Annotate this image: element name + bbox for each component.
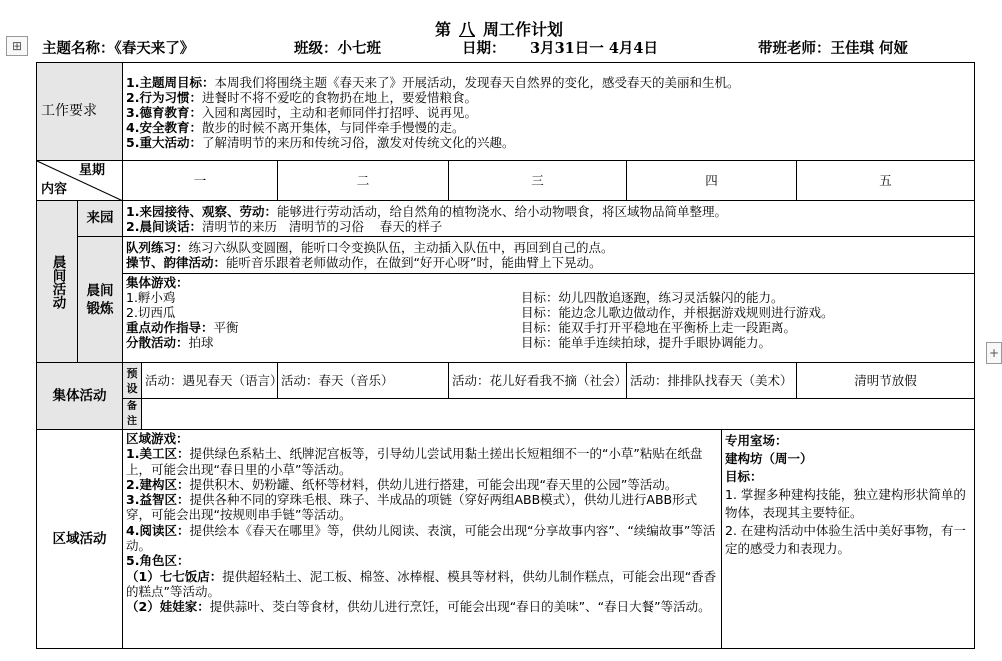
arrival-item: 1.来园接待、观察、劳动：能够进行劳动活动，给自然角的植物浇水、给小动物喂食，将区域物品简单整理。 (126, 203, 727, 219)
class-name: 班级：小七班 (294, 40, 381, 57)
weekday-mon: 一 (123, 161, 278, 201)
requirement-item: 4.安全教育：散步的时候不离开集体，与同伴牵手慢慢的走。 (126, 120, 465, 135)
date-range: 3月31日一 4月4日 (530, 40, 658, 57)
group-activity-row: 分散活动：拍球 目标：能单手连续拍球，提升手眼协调能力。 (126, 335, 772, 350)
weekday-corner-cell (37, 161, 123, 201)
area-item: 1.美工区：提供绿色系粘土、纸牌泥宫板等，引导幼儿尝试用黏土搓出长短粗细不一的“小草”粘贴在纸盘上，可能会出现“春日里的小草”等活动。 (126, 446, 703, 477)
exercise-label: 晨间锻炼 (78, 237, 123, 363)
requirement-item: 5.重大活动：了解清明节的来历和传统习俗，激发对传统文化的兴趣。 (126, 135, 515, 150)
rhythm-item: 操节、韵律活动：能听音乐跟着老师做动作，在做到“好开心呀”时，能曲臂上下晃动。 (126, 255, 602, 270)
game-row: 1.孵小鸡 目标：幼儿四散追逐跑，练习灵活躲闪的能力。 (126, 290, 784, 305)
area-item: 4.阅读区：提供绘本《春天在哪里》等，供幼儿阅读、表演，可能会出现“分享故事内容”、“续编故事”等活动。 (126, 522, 716, 554)
area-item: 3.益智区：提供各种不同的穿珠毛根、珠子、半成品的项链（穿好两组ABB模式），供幼儿进行ABB形式穿，可能会出现“按规则串手链”等活动。 (126, 492, 698, 523)
plan-wed: 活动：花儿好看我不摘（社会） (449, 363, 627, 399)
special-goal-item: 2. 在建构活动中体验生活中美好事物，有一定的感受力和表现力。 (725, 523, 966, 556)
requirement-item: 3.德育教育：入园和离园时，主动和老师同伴打招呼、说再见。 (126, 105, 477, 120)
exercise-games-content (123, 274, 975, 363)
requirements-content (123, 63, 975, 161)
weekday-thu: 四 (627, 161, 797, 201)
collective-activity-label: 集体活动 (37, 363, 123, 430)
area-games-title: 区域游戏： (126, 431, 189, 446)
add-column-handle-icon[interactable]: + (986, 342, 1002, 364)
weekday-fri: 五 (797, 161, 975, 201)
plan-fri: 清明节放假 (797, 363, 975, 399)
requirements-label: 工作要求 (37, 63, 123, 161)
plan-tue: 活动：春天（音乐） (278, 363, 449, 399)
special-room-name: 建构坊（周一） (725, 451, 813, 466)
teacher-names: 带班老师：王佳琪 何娅 (758, 40, 909, 57)
note-content (142, 399, 975, 430)
arrival-item: 2.晨间谈话：清明节的来历 清明节的习俗 春天的样子 (126, 218, 443, 234)
arrival-label: 来园 (78, 201, 123, 237)
role-item: （1）七七饭店：提供超轻粘土、泥工板、棉签、冰棒棍、模具等材料，供幼儿制作糕点，可能会出现“香香的糕点”等活动。 (126, 568, 717, 599)
arrival-content (123, 201, 975, 237)
special-room-title: 专用室场： (725, 433, 788, 448)
game-row: 2.切西瓜 目标：能边念儿歌边做动作，并根据游戏规则进行游戏。 (126, 305, 834, 320)
special-room-content (722, 430, 975, 649)
drill-item: 队列练习：练习六纵队变圆圈，能听口令变换队伍，主动插入队伍中，再回到自己的点。 (126, 240, 614, 255)
plan-label: 预设 (123, 363, 142, 399)
note-label: 备注 (123, 399, 142, 430)
weekday-wed: 三 (449, 161, 627, 201)
date-label: 日期： (462, 40, 506, 57)
page-title (0, 20, 998, 40)
plan-thu: 活动：排排队找春天（美术） (627, 363, 797, 399)
key-action-row: 重点动作指导：平衡 目标：能双手打开平稳地在平衡桥上走一段距离。 (126, 320, 797, 335)
role-item: （2）娃娃家：提供蒜叶、茭白等食材，供幼儿进行烹饪，可能会出现“春日的美味”、“春日大餐”等活动。 (126, 599, 711, 615)
requirement-item: 1.主题周目标：本周我们将围绕主题《春天来了》开展活动，发现春天自然界的变化，感受春天的美丽和生机。 (126, 75, 740, 90)
area-games-content (123, 430, 722, 649)
week-number: 八 (458, 20, 475, 39)
requirement-item: 2.行为习惯：进餐时不将不爱吃的食物扔在地上，要爱惜粮食。 (126, 90, 477, 105)
morning-activity-label: 晨间活动 (37, 201, 78, 363)
title-suffix: 周工作计划 (483, 20, 564, 39)
special-goal-item: 1. 掌握多种建构技能，独立建构形状简单的物体，表现其主要特征。 (725, 487, 966, 520)
special-goal-title: 目标： (725, 469, 763, 484)
area-activity-label: 区域活动 (37, 430, 123, 649)
title-prefix: 第 (434, 20, 451, 39)
table-move-handle-icon[interactable]: ⊞ (6, 36, 28, 56)
area-item: 2.建构区：提供积木、奶粉罐、纸杯等材料，供幼儿进行搭建，可能会出现“春天里的公园”等活动。 (126, 476, 678, 492)
corner-weekday: 星期 (79, 163, 106, 178)
role-area-title: 5.角色区： (126, 553, 190, 569)
theme-name: 主题名称：《春天来了》 (42, 40, 195, 57)
weekly-plan-table (36, 62, 975, 649)
weekday-tue: 二 (278, 161, 449, 201)
exercise-drill-content (123, 237, 975, 274)
corner-content: 内容 (41, 182, 68, 197)
plan-mon: 活动：遇见春天（语言） (142, 363, 278, 399)
games-title: 集体游戏： (126, 275, 189, 290)
